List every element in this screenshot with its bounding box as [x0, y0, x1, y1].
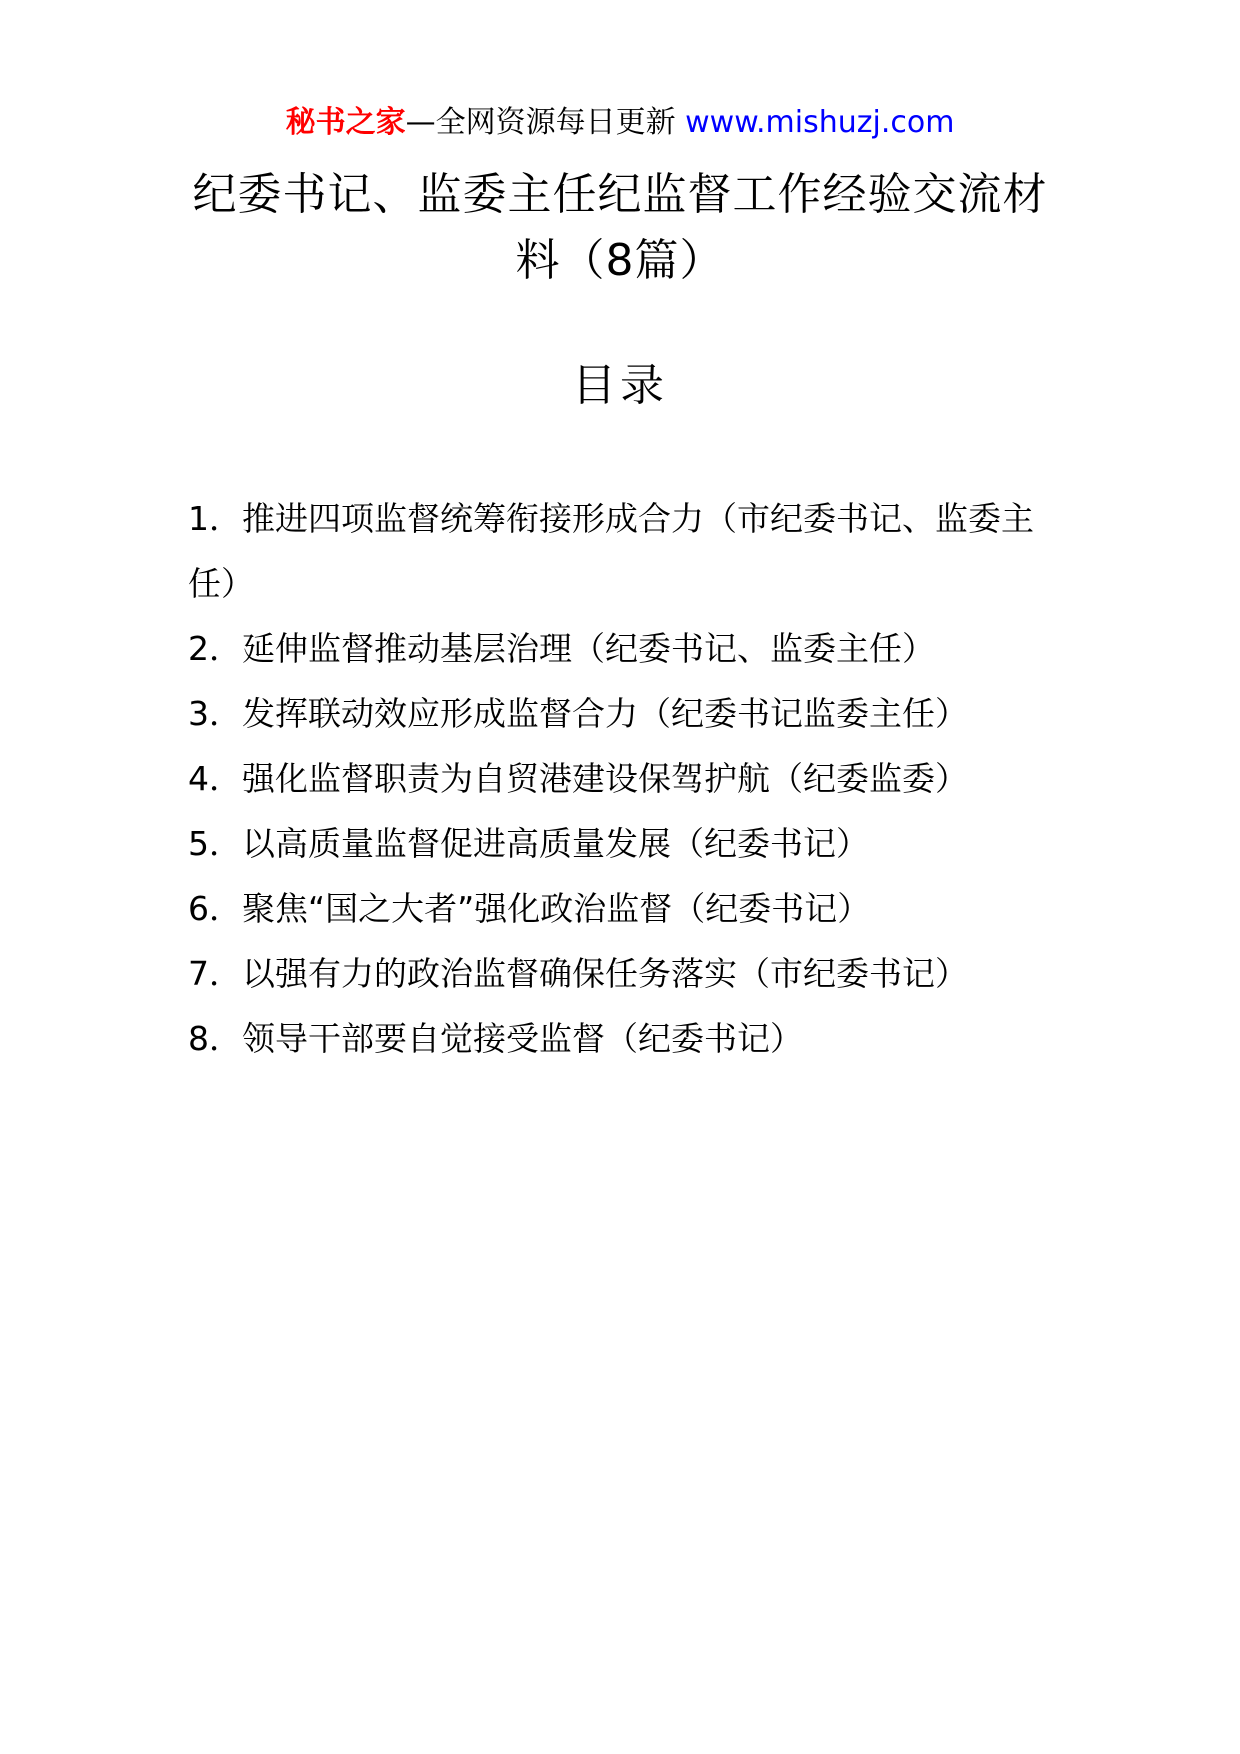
brand-name: 秘书之家	[285, 105, 406, 140]
document-title: 纪委书记、监委主任纪监督工作经验交流材料（8篇）	[192, 169, 1048, 286]
toc-heading: 目录	[572, 360, 668, 411]
toc-item: 3．发挥联动效应形成监督合力（纪委书记监委主任）	[188, 694, 968, 733]
toc-item: 5．以高质量监督促进高质量发展（纪委书记）	[188, 824, 869, 863]
site-header	[0, 100, 1240, 146]
toc-item: 1．推进四项监督统筹衔接形成合力（市纪委书记、监委主任）	[188, 499, 1034, 603]
toc-item: 8．领导干部要自觉接受监督（纪委书记）	[188, 1019, 803, 1058]
toc-item: 7．以强有力的政治监督确保任务落实（市纪委书记）	[188, 954, 968, 993]
header-tagline: —全网资源每日更新	[405, 105, 686, 140]
toc-item: 2．延伸监督推动基层治理（纪委书记、监委主任）	[188, 629, 935, 668]
table-of-contents	[188, 486, 1068, 1071]
toc-item: 4．强化监督职责为自贸港建设保驾护航（纪委监委）	[188, 759, 968, 798]
site-url[interactable]: www.mishuzj.com	[685, 105, 955, 140]
toc-item: 6．聚焦“国之大者”强化政治监督（纪委书记）	[188, 889, 871, 928]
